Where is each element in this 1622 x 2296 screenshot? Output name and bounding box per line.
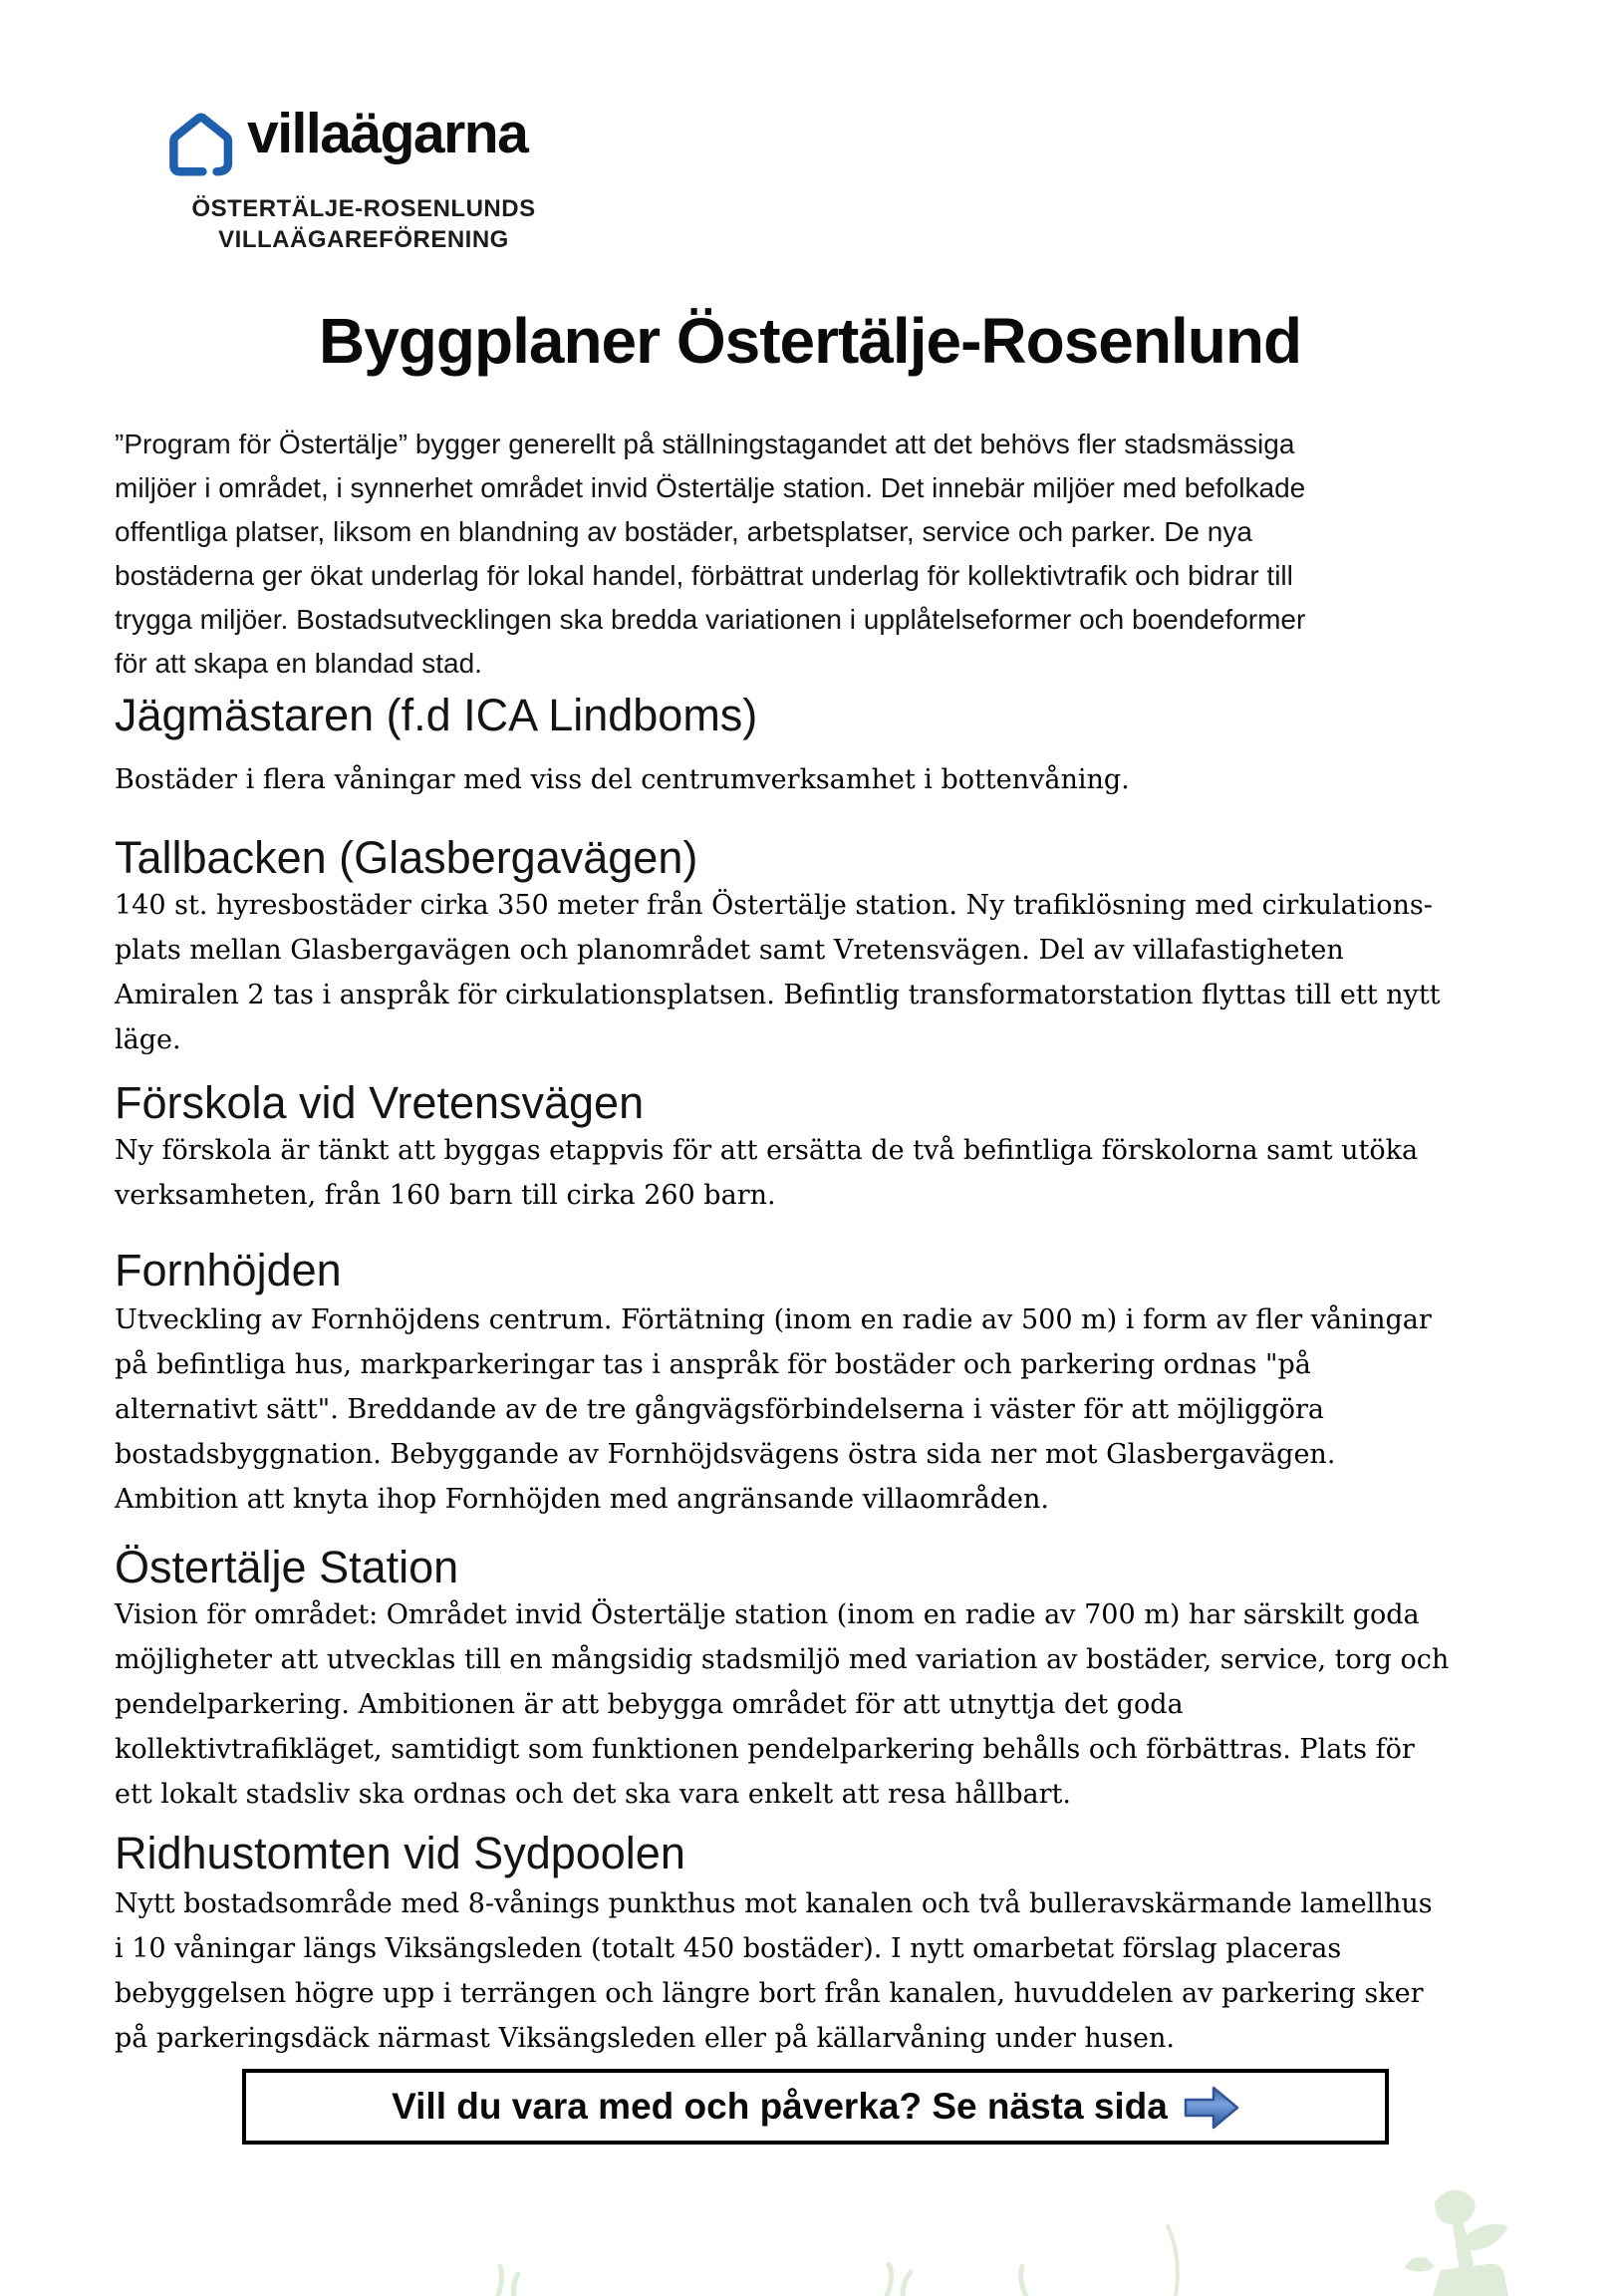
org-name	[149, 193, 578, 255]
arrow-right-shape	[1186, 2088, 1237, 2128]
intro-paragraph: ”Program för Östertälje” bygger generellt på ställningstagandet att det behövs fler stadsmässiga miljöer i området, i synnerhet området invid Östertälje station. Det innebär miljöer med befolkade offentliga platser, liksom en blandning av bostäder, arbetsplatser, service och parker. De nya bostäderna ger ökat underlag för lokal handel, förbättrat underlag för kollektivtrafik och bidrar till trygga miljöer. Bostadsutvecklingen ska bredda variationen i upplåtelseformer och boendeformer för att skapa en blandad stad.	[115, 429, 1306, 679]
stem-watermark	[1146, 2222, 1206, 2296]
section-heading-jagmastaren: Jägmästaren (f.d ICA Lindboms)	[115, 690, 758, 740]
cta-label: Vill du vara med och påverka? Se nästa sida	[392, 2086, 1168, 2127]
grass-watermark-strokes	[498, 2264, 1026, 2296]
section-body-ostertalje-station: Vision för området: Området invid Östertälje station (inom en radie av 700 m) har särskilt goda möjligheter att utvecklas till en mångsidig stadsmiljö med variation av bostäder, service, torg och pendelparkering. Ambitionen är att bebygga området för att utnyttja det goda kollektivtrafikläget, samtidigt som funktionen pendelparkering behålls och förbättras. Plats för ett lokalt stadsliv ska ordnas och det ska vara enkelt att resa hållbart.	[115, 1599, 1450, 1810]
section-heading-fornhojden: Fornhöjden	[115, 1245, 342, 1295]
section-body-forskola: Ny förskola är tänkt att byggas etappvis för att ersätta de två befintliga förskolorna samt utöka verksamheten, från 160 barn till cirka 260 barn.	[115, 1135, 1419, 1211]
section-heading-forskola: Förskola vid Vretensvägen	[115, 1077, 645, 1128]
section-body-fornhojden: Utveckling av Fornhöjdens centrum. Förtätning (inom en radie av 500 m) i form av fler våningar på befintliga hus, markparkeringar tas i anspråk för bostäder och parkering ordnas "på alternativt sätt". Breddande av de tre gångvägsförbindelserna i väster för att möjliggöra bostadsbyggnation. Bebyggande av Fornhöjdsvägens östra sida ner mot Glasbergavägen. Ambition att knyta ihop Fornhöjden med angränsande villaområden.	[115, 1304, 1432, 1515]
stem-watermark-stroke	[1168, 2226, 1178, 2296]
org-name-line2: VILLAÄGAREFÖRENING	[218, 226, 509, 253]
cta-box	[242, 2069, 1389, 2145]
org-name-line1: ÖSTERTÄLJE-ROSENLUNDS	[191, 195, 536, 222]
plant-watermark-shapes	[1405, 2190, 1508, 2296]
section-heading-ostertalje-station: Östertälje Station	[115, 1542, 459, 1592]
house-icon	[167, 108, 235, 183]
plant-watermark	[1375, 2162, 1554, 2296]
house-icon-path	[173, 118, 228, 171]
section-body-tallbacken: 140 st. hyresbostäder cirka 350 meter från Östertälje station. Ny trafiklösning med cirkulations- plats mellan Glasbergavägen och planområdet samt Vretensvägen. Del av villafastigheten Amiralen 2 tas i anspråk för cirkulationsplatsen. Befintlig transformatorstation flyttas till ett nytt läge.	[115, 890, 1441, 1055]
section-body-jagmastaren: Bostäder i flera våningar med viss del centrumverksamhet i bottenvåning.	[115, 764, 1130, 795]
grass-watermark	[418, 2262, 1036, 2296]
section-body-ridhustomten: Nytt bostadsområde med 8-vånings punkthus mot kanalen och två bulleravskärmande lamellhus i 10 våningar längs Viksängsleden (totalt 450 bostäder). I nytt omarbetat förslag placeras bebyggelsen högre upp i terrängen och längre bort från kanalen, huvuddelen av parkering sker på parkeringsdäck närmast Viksängsleden eller på källarvåning under husen.	[115, 1888, 1433, 2054]
arrow-right-icon	[1184, 2084, 1239, 2132]
brand-wordmark: villaägarna	[247, 102, 528, 165]
section-heading-tallbacken: Tallbacken (Glasbergavägen)	[115, 832, 698, 883]
page-title: Byggplaner Östertälje-Rosenlund	[318, 305, 1302, 377]
section-heading-ridhustomten: Ridhustomten vid Sydpoolen	[115, 1828, 685, 1878]
